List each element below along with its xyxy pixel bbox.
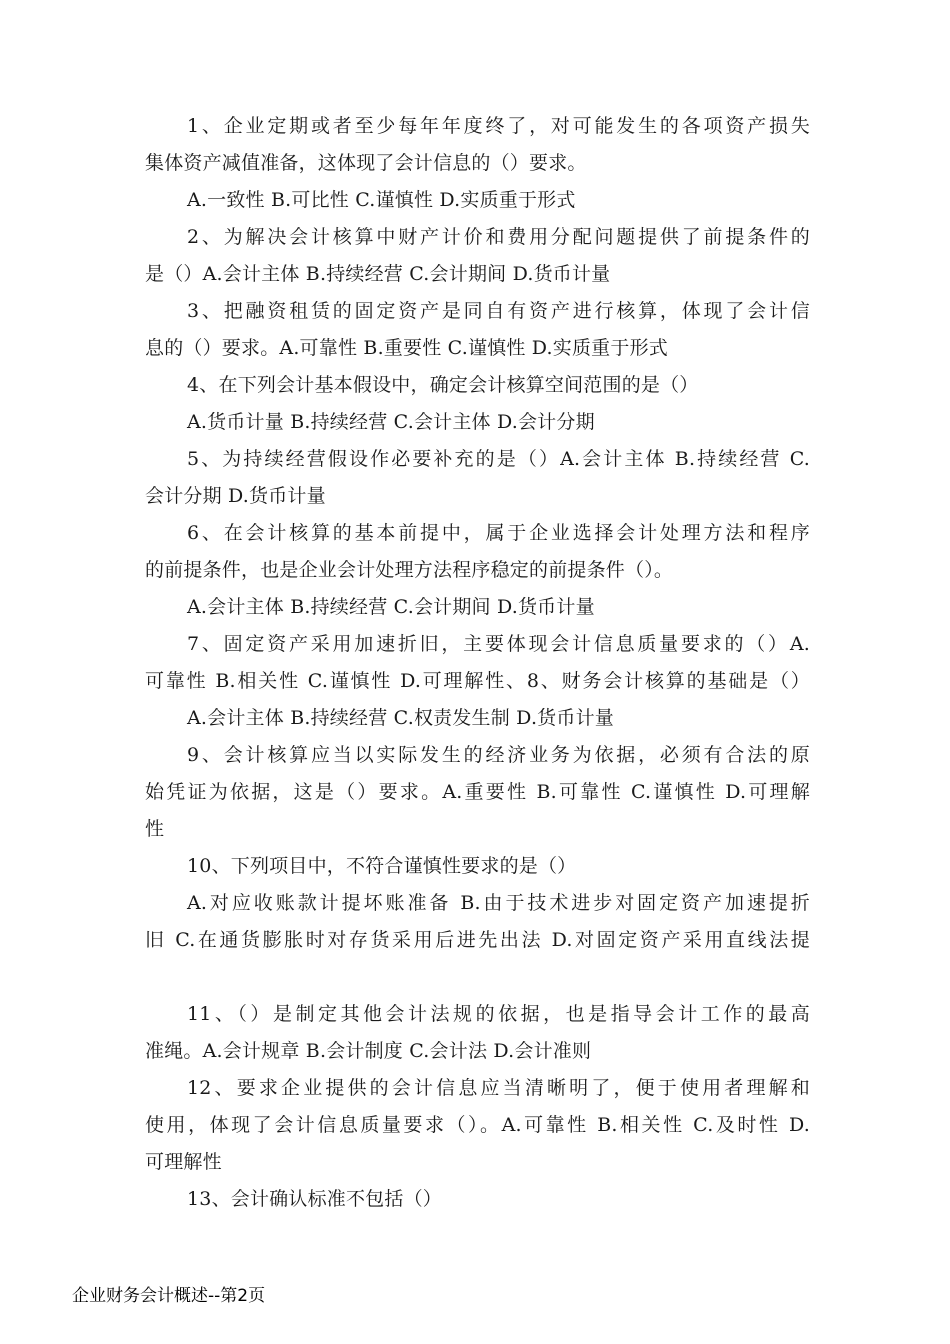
question-10-options-line-2: 旧 C.在通货膨胀时对存货采用后进先出法 D.对固定资产采用直线法提 (145, 929, 810, 951)
question-9-line-3: 性 (145, 818, 165, 840)
question-8-options: A.会计主体 B.持续经营 C.权责发生制 D.货币计量 (187, 707, 614, 729)
question-1-line-1: 1、企业定期或者至少每年年度终了，对可能发生的各项资产损失 (187, 115, 810, 137)
question-10-line-1: 10、下列项目中，不符合谨慎性要求的是（） (187, 855, 577, 877)
question-5-line-1: 5、为持续经营假设作必要补充的是（）A.会计主体 B.持续经营 C. (187, 448, 810, 470)
paragraph-gap (145, 959, 810, 996)
question-12-line-2: 使用，体现了会计信息质量要求（）。A.可靠性 B.相关性 C.及时性 D. (145, 1114, 810, 1136)
question-1-line-2: 集体资产减值准备，这体现了会计信息的（）要求。 (145, 152, 587, 174)
question-6-line-1: 6、在会计核算的基本前提中，属于企业选择会计处理方法和程序 (187, 522, 810, 544)
question-10-options-line-1: A.对应收账款计提坏账准备 B.由于技术进步对固定资产加速提折 (187, 892, 810, 914)
question-11-line-2: 准绳。A.会计规章 B.会计制度 C.会计法 D.会计准则 (145, 1040, 592, 1062)
question-6-line-2: 的前提条件，也是企业会计处理方法程序稳定的前提条件（）。 (145, 559, 674, 581)
question-6-options: A.会计主体 B.持续经营 C.会计期间 D.货币计量 (187, 596, 595, 618)
question-5-line-2: 会计分期 D.货币计量 (145, 485, 326, 507)
question-13-line-1: 13、会计确认标准不包括（） (187, 1188, 442, 1210)
question-9-line-2: 始凭证为依据，这是（）要求。A.重要性 B.可靠性 C.谨慎性 D.可理解 (145, 781, 810, 803)
question-12-line-3: 可理解性 (145, 1151, 222, 1173)
question-12-line-1: 12、要求企业提供的会计信息应当清晰明了，便于使用者理解和 (187, 1077, 810, 1099)
document-body (145, 108, 810, 1218)
question-11-line-1: 11、（）是制定其他会计法规的依据，也是指导会计工作的最高 (187, 1003, 810, 1025)
question-1-options: A.一致性 B.可比性 C.谨慎性 D.实质重于形式 (187, 189, 576, 211)
question-3-line-1: 3、把融资租赁的固定资产是同自有资产进行核算，体现了会计信 (187, 300, 810, 322)
question-2-line-2: 是（）A.会计主体 B.持续经营 C.会计期间 D.货币计量 (145, 263, 611, 285)
question-4-line-1: 4、在下列会计基本假设中，确定会计核算空间范围的是（） (187, 374, 699, 396)
question-7-line-2: 可靠性 B.相关性 C.谨慎性 D.可理解性、8、财务会计核算的基础是（） (145, 670, 810, 692)
question-7-line-1: 7、固定资产采用加速折旧，主要体现会计信息质量要求的（）A. (187, 633, 810, 655)
question-9-line-1: 9、会计核算应当以实际发生的经济业务为依据，必须有合法的原 (187, 744, 810, 766)
question-4-options: A.货币计量 B.持续经营 C.会计主体 D.会计分期 (187, 411, 595, 433)
question-3-line-2: 息的（）要求。A.可靠性 B.重要性 C.谨慎性 D.实质重于形式 (145, 337, 668, 359)
page-footer: 企业财务会计概述--第2页 (72, 1286, 266, 1306)
question-2-line-1: 2、为解决会计核算中财产计价和费用分配问题提供了前提条件的 (187, 226, 810, 248)
